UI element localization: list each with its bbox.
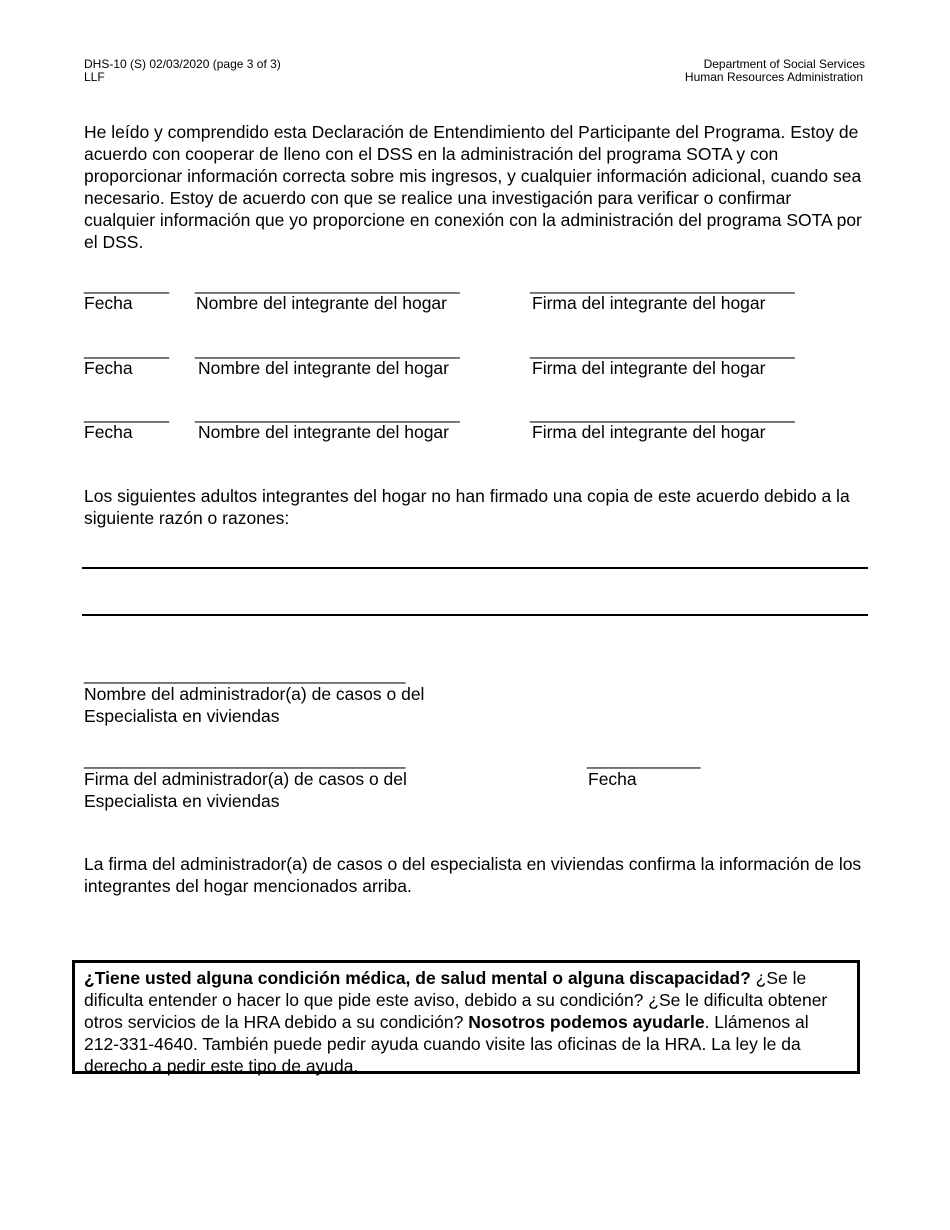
signature-line[interactable]: ____________________________ <box>530 275 795 294</box>
date-label: Fecha <box>84 422 133 442</box>
name-label: Nombre del integrante del hogar <box>198 358 449 378</box>
date-label: Fecha <box>84 293 133 313</box>
reason-line-1[interactable] <box>82 567 868 569</box>
signature-label: Firma del integrante del hogar <box>532 422 766 442</box>
confirmation-text: La firma del administrador(a) de casos o del especialista en viviendas confirma la información de los integrantes del hogar mencionados arriba. <box>84 854 862 896</box>
date-line[interactable]: _________ <box>84 275 170 294</box>
name-label: Nombre del integrante del hogar <box>196 293 447 313</box>
unsigned-reason-text: Los siguientes adultos integrantes del hogar no han firmado una copia de este acuerdo debido a la siguiente razón o razones: <box>84 486 850 528</box>
department-name: Department of Social Services <box>703 57 865 71</box>
caseworker-signature-line[interactable]: __________________________________ <box>84 750 406 769</box>
signature-line[interactable]: ____________________________ <box>530 340 795 359</box>
date-line[interactable]: _________ <box>84 404 170 423</box>
notice-question: ¿Tiene usted alguna condición médica, de salud mental o alguna discapacidad? <box>84 968 751 988</box>
name-label: Nombre del integrante del hogar <box>198 422 449 442</box>
date-label: Fecha <box>84 358 133 378</box>
caseworker-signature-label: Firma del administrador(a) de casos o del <box>84 769 407 789</box>
form-code: LLF <box>84 70 105 84</box>
reason-line-2[interactable] <box>82 614 868 616</box>
caseworker-name-line[interactable]: __________________________________ <box>84 665 406 684</box>
caseworker-name-label-2: Especialista en viviendas <box>84 706 280 726</box>
name-line[interactable]: ____________________________ <box>195 340 460 359</box>
date-line[interactable]: _________ <box>84 340 170 359</box>
accessibility-notice-box <box>72 960 860 1074</box>
name-line[interactable]: ____________________________ <box>195 275 460 294</box>
caseworker-signature-label-2: Especialista en viviendas <box>84 791 280 811</box>
notice-help: Nosotros podemos ayudarle <box>468 1012 705 1032</box>
caseworker-date-line[interactable]: ____________ <box>587 750 701 769</box>
administration-name: Human Resources Administration <box>684 70 863 84</box>
name-line[interactable]: ____________________________ <box>195 404 460 423</box>
notice-text-1: ¿Se le dificulta entender o hacer lo que pide este aviso, debido a su condición? ¿Se le dificulta obtener otros servicios de la HRA debido a su condición? <box>84 968 828 1032</box>
caseworker-name-label: Nombre del administrador(a) de casos o del <box>84 684 425 704</box>
signature-line[interactable]: ____________________________ <box>530 404 795 423</box>
statement-paragraph: He leído y comprendido esta Declaración de Entendimiento del Participante del Programa. Estoy de acuerdo con cooperar de lleno con el DSS en la administración del programa SOTA y con proporcionar información correcta sobre mis ingresos, y cualquier información adicional, cuando sea necesario. Estoy de acuerdo con que se realice una investigación para verificar o confirmar cualquier información que yo proporcione en conexión con la administración del programa SOTA por el DSS. <box>84 122 862 252</box>
caseworker-date-label: Fecha <box>588 769 637 789</box>
form-id: DHS-10 (S) 02/03/2020 (page 3 of 3) <box>84 57 281 71</box>
signature-label: Firma del integrante del hogar <box>532 293 766 313</box>
signature-label: Firma del integrante del hogar <box>532 358 766 378</box>
notice-text-2: . Llámenos al 212-331-4640. También puede pedir ayuda cuando visite las oficinas de la HRA. La ley le da derecho a pedir este tipo de ayuda. <box>84 1012 809 1076</box>
